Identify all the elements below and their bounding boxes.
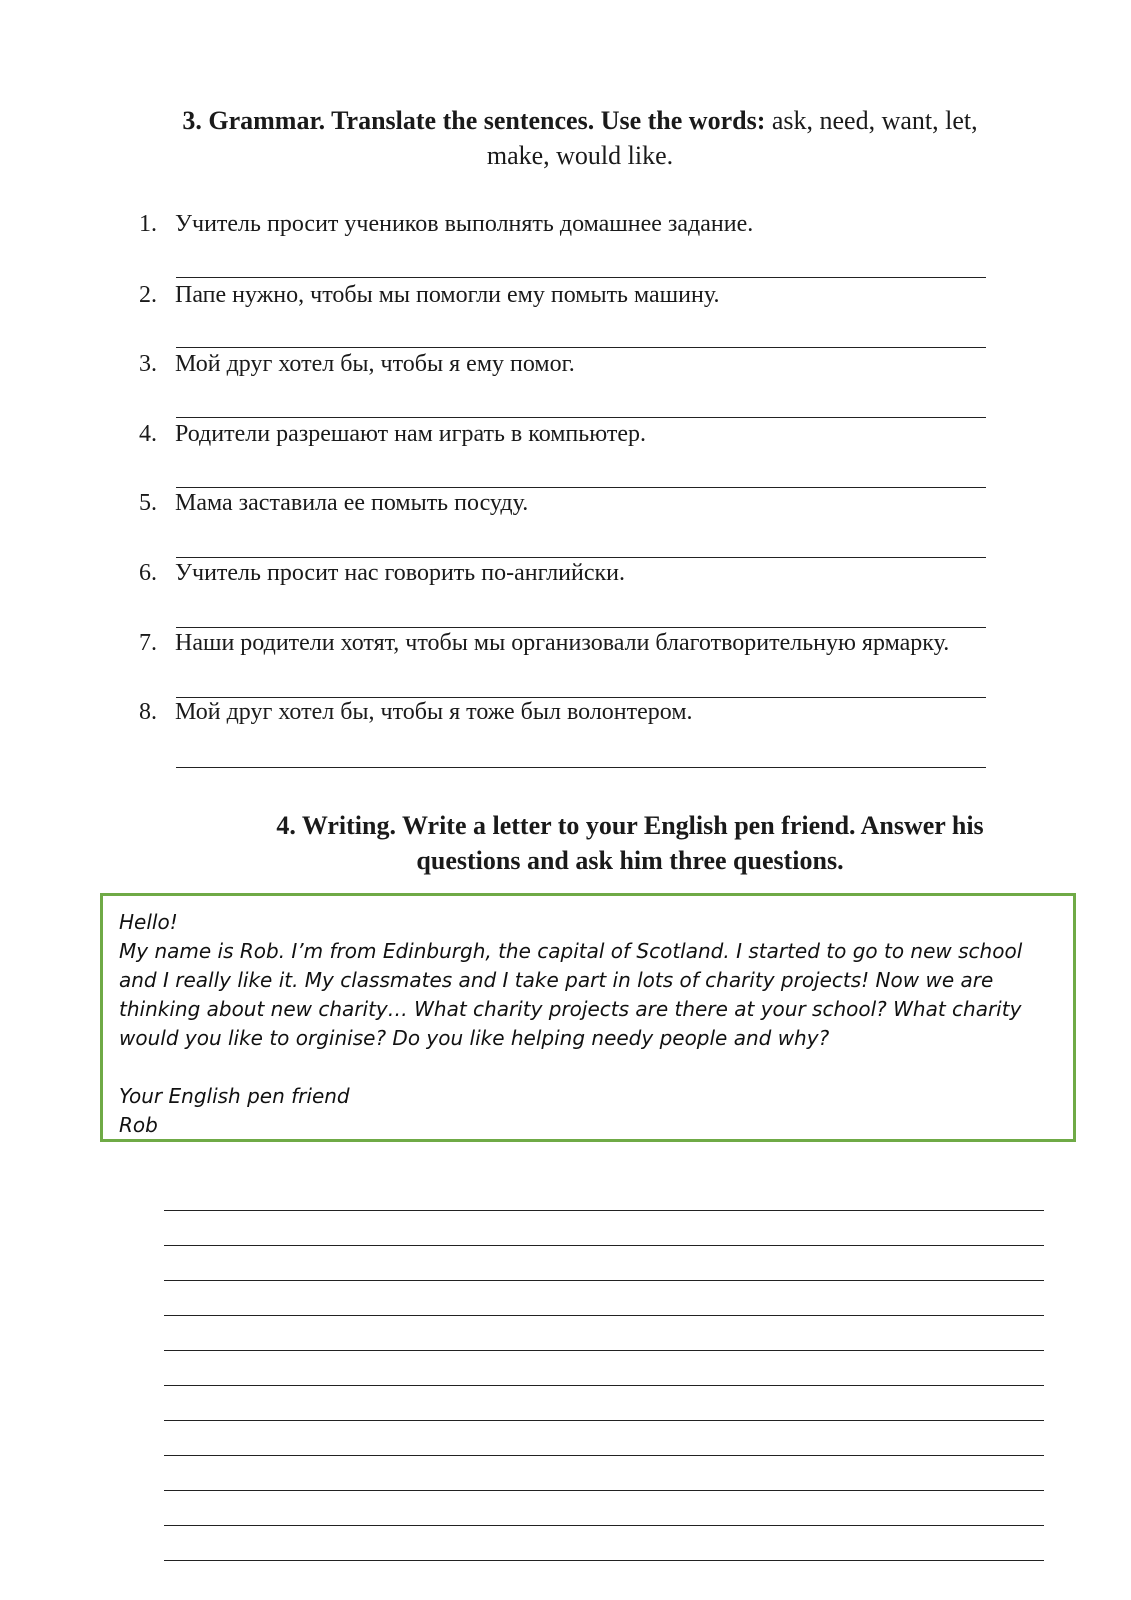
answer-line-3[interactable] bbox=[176, 417, 986, 418]
letter-signature: Rob bbox=[119, 1113, 158, 1137]
sentence-text: Мама заставила ее помыть посуду. bbox=[175, 490, 529, 516]
sentence-text: Папе нужно, чтобы мы помогли ему помыть машину. bbox=[175, 282, 720, 308]
answer-line-1[interactable] bbox=[176, 277, 986, 278]
writing-line-9[interactable] bbox=[164, 1490, 1044, 1491]
letter-greeting: Hello! bbox=[119, 910, 178, 934]
writing-line-7[interactable] bbox=[164, 1420, 1044, 1421]
pen-friend-letter bbox=[100, 893, 1076, 1142]
task4-heading: 4. Writing. Write a letter to your English pen friend. Answer his questions and ask him three questions. bbox=[276, 811, 984, 875]
writing-line-2[interactable] bbox=[164, 1245, 1044, 1246]
sentence-item-3 bbox=[0, 349, 1131, 389]
sentence-text: Учитель просит нас говорить по-английски. bbox=[175, 560, 626, 586]
answer-line-8[interactable] bbox=[176, 767, 986, 768]
sentence-item-8 bbox=[0, 697, 1131, 737]
writing-line-5[interactable] bbox=[164, 1350, 1044, 1351]
sentence-text: Мой друг хотел бы, чтобы я ему помог. bbox=[175, 351, 575, 377]
task3-heading bbox=[150, 103, 1010, 173]
sentence-number: 3. bbox=[139, 351, 157, 377]
sentence-item-5 bbox=[0, 488, 1131, 528]
sentence-item-4 bbox=[0, 419, 1131, 459]
sentence-number: 6. bbox=[139, 560, 157, 586]
task3-heading-words: ask, need, want, let, make, would like. bbox=[486, 106, 978, 170]
writing-line-8[interactable] bbox=[164, 1455, 1044, 1456]
sentence-item-7 bbox=[0, 628, 1131, 668]
task3-heading-bold: 3. Grammar. Translate the sentences. Use the words: bbox=[182, 106, 766, 135]
writing-line-11[interactable] bbox=[164, 1560, 1044, 1561]
letter-closing: Your English pen friend bbox=[119, 1084, 350, 1108]
sentence-number: 8. bbox=[139, 699, 157, 725]
sentence-number: 4. bbox=[139, 421, 157, 447]
sentence-text: Наши родители хотят, чтобы мы организовали благотворительную ярмарку. bbox=[175, 630, 950, 656]
writing-line-6[interactable] bbox=[164, 1385, 1044, 1386]
sentence-number: 7. bbox=[139, 630, 157, 656]
writing-line-3[interactable] bbox=[164, 1280, 1044, 1281]
letter-spacer bbox=[119, 1053, 1055, 1082]
sentence-text: Родители разрешают нам играть в компьютер. bbox=[175, 421, 646, 447]
letter-body: My name is Rob. I’m from Edinburgh, the capital of Scotland. I started to go to new school and I really like it. My classmates and I take part in lots of charity projects! Now we are thinking about new charity… What charity projects are there at your school? What charity would you like to orginise? Do you like helping needy people and why? bbox=[119, 939, 1023, 1050]
sentence-number: 2. bbox=[139, 282, 157, 308]
sentence-text: Мой друг хотел бы, чтобы я тоже был волонтером. bbox=[175, 699, 693, 725]
writing-line-4[interactable] bbox=[164, 1315, 1044, 1316]
sentence-item-2 bbox=[0, 280, 1131, 320]
sentence-number: 5. bbox=[139, 490, 157, 516]
writing-line-1[interactable] bbox=[164, 1210, 1044, 1211]
sentence-item-6 bbox=[0, 558, 1131, 598]
answer-line-2[interactable] bbox=[176, 347, 986, 348]
sentence-number: 1. bbox=[139, 211, 157, 237]
writing-line-10[interactable] bbox=[164, 1525, 1044, 1526]
sentence-item-1 bbox=[0, 209, 1131, 249]
sentence-text: Учитель просит учеников выполнять домашнее задание. bbox=[175, 211, 754, 237]
